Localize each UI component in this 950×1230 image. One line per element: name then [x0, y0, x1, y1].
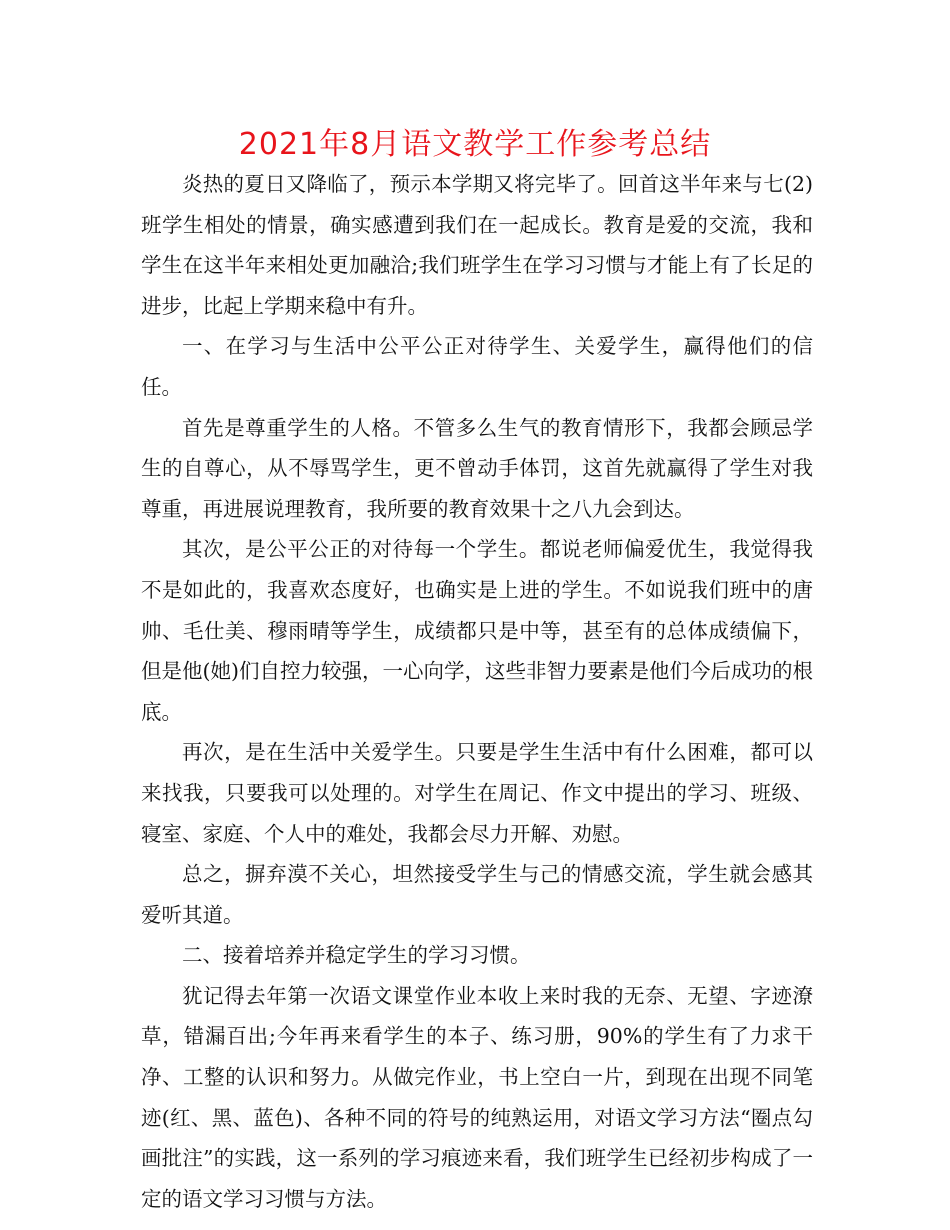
paragraph-section-one-heading: 一、在学习与生活中公平公正对待学生、关爱学生，赢得他们的信任。 [141, 334, 813, 399]
paragraph-intro: 炎热的夏日又降临了，预示本学期又将完毕了。回首这半年来与七(2)班学生相处的情景，确实感遭到我们在一起成长。教育是爱的交流，我和学生在这半年来相处更加融洽;我们班学生在学习习惯与才能上有了长足的进步，比起上学期来稳中有升。 [141, 172, 813, 318]
paragraph-section-two-heading: 二、接着培养并稳定学生的学习习惯。 [182, 943, 531, 968]
document-body [141, 164, 813, 1219]
paragraph-care: 再次，是在生活中关爱学生。只要是学生生活中有什么困难，都可以来找我，只要我可以处理的。对学生在周记、作文中提出的学习、班级、寝室、家庭、个人中的难处，我都会尽力开解、劝慰。 [141, 740, 813, 846]
paragraph-respect: 首先是尊重学生的人格。不管多么生气的教育情形下，我都会顾忌学生的自尊心，从不辱骂学生，更不曾动手体罚，这首先就赢得了学生对我尊重，再进展说理教育，我所要的教育效果十之八九会到达。 [141, 415, 813, 521]
paragraph-habits: 犹记得去年第一次语文课堂作业本收上来时我的无奈、无望、字迹潦草，错漏百出;今年再来看学生的本子、练习册，90%的学生有了力求干净、工整的认识和努力。从做完作业，书上空白一片，到现在出现不同笔迹(红、黑、蓝色)、各种不同的符号的纯熟运用，对语文学习方法“圈点勾画批注”的实践，这一系列的学习痕迹来看，我们班学生已经初步构成了一定的语文学习习惯与方法。 [141, 983, 813, 1211]
paragraph-summary: 总之，摒弃漠不关心，坦然接受学生与己的情感交流，学生就会感其爱听其道。 [141, 862, 813, 927]
paragraph-fairness: 其次，是公平公正的对待每一个学生。都说老师偏爱优生，我觉得我不是如此的，我喜欢态度好，也确实是上进的学生。不如说我们班中的唐帅、毛仕美、穆雨晴等学生，成绩都只是中等，甚至有的总体成绩偏下，但是他(她)们自控力较强，一心向学，这些非智力要素是他们今后成功的根底。 [141, 537, 813, 724]
document-title: 2021年8月语文教学工作参考总结 [238, 127, 712, 162]
